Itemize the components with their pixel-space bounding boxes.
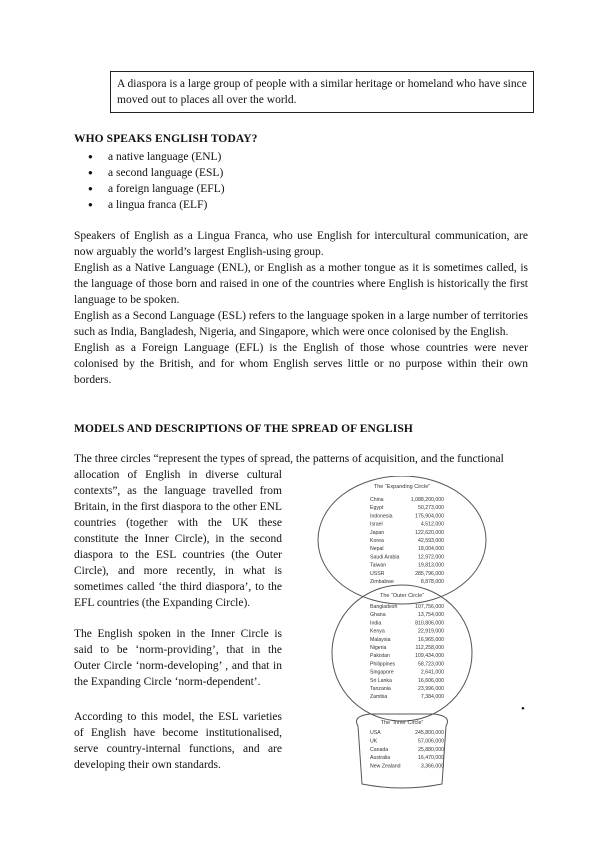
three-circles-diagram <box>292 476 514 798</box>
outer-country: Tanzania <box>370 686 391 692</box>
outer-population: 23,996,000 <box>418 686 444 692</box>
expanding-country: USSR <box>370 570 385 577</box>
body-paragraphs <box>74 228 528 388</box>
stray-bullet: • <box>521 703 525 715</box>
expanding-country: Japan <box>370 529 385 536</box>
list-item: ● a native language (ENL) <box>88 149 225 165</box>
expanding-country: Israel <box>370 521 383 528</box>
outer-population: 22,919,000 <box>418 628 444 635</box>
column-paragraph-diaspora: allocation of English in diverse cultural contexts”, as the language travelled from Britain, in the first diaspora to the other ENL countries (together with the UK these constitute the Inner Circle), in the second diaspora to the ESL countries (the Outer Circle), and more recently, in what is sometimes called ‘the third diaspora’, to the EFL countries (the Expanding Circle). <box>74 469 282 609</box>
paragraph-enl: English as a Native Language (ENL), or English as a mother tongue as it is sometimes called, is the language of those born and raised in one of the countries where English is historically the first language to be spoken. <box>74 262 528 306</box>
inner-country: New Zealand <box>370 763 401 770</box>
outer-country: Pakistan <box>370 653 390 660</box>
outer-population: 107,756,000 <box>415 604 444 610</box>
inner-population: 3,366,000 <box>420 763 444 770</box>
inner-population: 16,470,000 <box>418 755 444 762</box>
column-paragraph-norms: The English spoken in the Inner Circle is said to be ‘norm-providing’, that in the Outer Circle ‘norm-developing’ , and that in the Expanding Circle ‘norm-dependent’. <box>74 628 282 688</box>
outer-country: Philippines <box>370 661 396 668</box>
expanding-population: 4,512,000 <box>420 521 444 528</box>
outer-population: 112,258,000 <box>415 645 444 651</box>
inner-country: Australia <box>370 755 391 762</box>
inner-circle-label: The “Inner Circle” <box>380 720 424 726</box>
outer-country: Bangladesh <box>370 604 398 610</box>
outer-population: 7,384,000 <box>420 694 444 701</box>
outer-country: Kenya <box>370 628 385 635</box>
outer-population: 13,754,000 <box>418 612 444 619</box>
expanding-country: Saudi Arabia <box>370 554 400 561</box>
expanding-population: 285,796,000 <box>415 570 444 577</box>
list-item: ● a second language (ESL) <box>88 165 225 181</box>
paragraph-elf: Speakers of English as a Lingua Franca, who use English for intercultural communication, are now arguably the world’s largest English-using group. <box>74 230 528 258</box>
expanding-circle-label: The “Expanding Circle” <box>373 484 431 490</box>
outer-population: 16,965,000 <box>418 636 444 643</box>
outer-country: Sri Lanka <box>370 677 392 684</box>
three-circles-figure <box>292 476 514 798</box>
expanding-country: Nepal <box>370 546 384 553</box>
expanding-country: Korea <box>370 538 384 544</box>
outer-country: Nigeria <box>370 645 387 651</box>
expanding-population: 42,593,000 <box>418 538 444 544</box>
outer-population: 810,806,000 <box>415 620 444 627</box>
outer-country: Malaysia <box>370 636 391 643</box>
intro-line: The three circles “represent the types of spread, the patterns of acquisition, and the functional <box>74 453 504 465</box>
paragraph-esl: English as a Second Language (ESL) refers to the language spoken in a large number of territories such as India, Bangladesh, Nigeria, and Singapore, which were once colonised by the English. <box>74 310 528 338</box>
inner-country: USA <box>370 730 381 736</box>
outer-population: 16,606,000 <box>418 677 444 684</box>
expanding-country: China <box>370 497 384 503</box>
inner-population: 245,800,000 <box>415 730 444 736</box>
expanding-population: 1,088,200,000 <box>410 497 444 503</box>
outer-population: 2,641,000 <box>420 669 444 676</box>
expanding-population: 18,004,000 <box>418 546 444 553</box>
outer-country: India <box>370 620 382 627</box>
speaker-type-list <box>88 149 225 213</box>
inner-country: Canada <box>370 746 389 753</box>
outer-population: 58,723,000 <box>418 661 444 668</box>
outer-country: Zambia <box>370 694 388 701</box>
expanding-country: Egypt <box>370 505 384 512</box>
inner-population: 25,880,000 <box>418 746 444 753</box>
expanding-population: 12,972,000 <box>418 554 444 561</box>
definition-box: A diaspora is a large group of people with a similar heritage or homeland who have since moved out to places all over the world. <box>110 71 534 113</box>
inner-population: 57,006,000 <box>418 738 444 745</box>
expanding-population: 50,273,000 <box>418 505 444 512</box>
expanding-population: 122,620,000 <box>415 529 444 536</box>
paragraph-efl: English as a Foreign Language (EFL) is the English of those whose countries were never colonised by the British, and for whom English serves little or no purpose within their own borders. <box>74 342 528 386</box>
expanding-country: Indonesia <box>370 513 393 520</box>
expanding-population: 175,904,000 <box>415 513 444 520</box>
outer-country: Singapore <box>370 669 394 676</box>
section-heading-who-speaks: WHO SPEAKS ENGLISH TODAY? <box>74 133 258 145</box>
expanding-population: 19,813,000 <box>418 562 444 569</box>
outer-country: Ghana <box>370 612 386 619</box>
column-paragraph-esl-varieties: According to this model, the ESL varieties of English have become institutionalised, serve country-internal functions, and are developing their own standards. <box>74 711 282 771</box>
outer-population: 109,434,000 <box>415 653 444 660</box>
expanding-country: Zimbabwe <box>370 579 394 585</box>
expanding-population: 8,878,000 <box>420 579 444 585</box>
section-heading-models: MODELS AND DESCRIPTIONS OF THE SPREAD OF ENGLISH <box>74 423 413 435</box>
list-item: ● a foreign language (EFL) <box>88 181 225 197</box>
outer-circle-outline <box>332 585 472 721</box>
list-item: ● a lingua franca (ELF) <box>88 197 225 213</box>
expanding-country: Taiwan <box>370 562 387 569</box>
outer-circle-label: The “Outer Circle” <box>379 593 425 599</box>
inner-country: UK <box>370 738 378 745</box>
